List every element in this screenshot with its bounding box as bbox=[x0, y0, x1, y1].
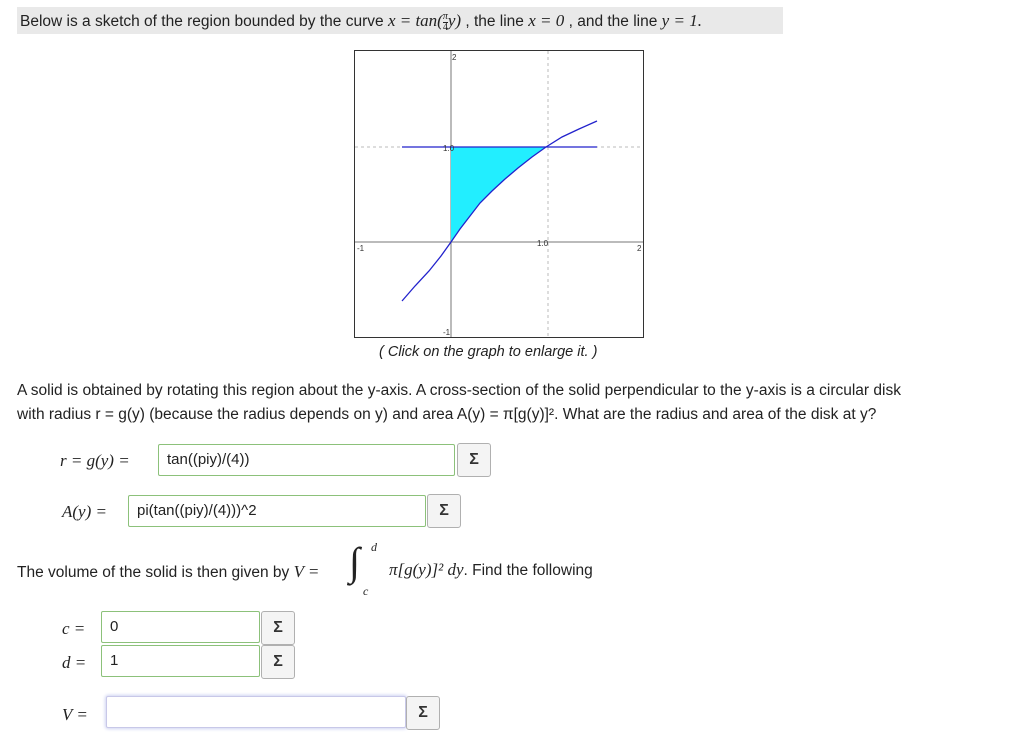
pi4-den: 4 bbox=[442, 21, 448, 33]
c-label: c = bbox=[62, 619, 86, 638]
integrand: π[g(y)]² dy bbox=[389, 560, 464, 579]
curve-eq-x: x = tan( bbox=[387, 11, 443, 30]
y-tick-top: 2 bbox=[452, 53, 457, 62]
volume-sentence bbox=[17, 562, 319, 582]
y-tick-bottom: -1 bbox=[443, 328, 451, 337]
question-line-1: A solid is obtained by rotating this region about the y-axis. A cross-section of the solid perpendicular to the y-axis is a circular disk bbox=[17, 382, 901, 399]
intro-text-b: , the line bbox=[465, 13, 524, 30]
v-input[interactable] bbox=[106, 696, 406, 728]
x-tick-right: 2 bbox=[637, 244, 642, 253]
volume-text-after: . Find the following bbox=[463, 562, 593, 579]
integral-upper-limit: d bbox=[371, 540, 377, 554]
intro-text-c: , and the line bbox=[568, 13, 658, 30]
c-sigma-button[interactable]: Σ bbox=[261, 611, 295, 645]
line-x-zero: x = 0 bbox=[528, 11, 565, 30]
area-sigma-button[interactable]: Σ bbox=[427, 494, 461, 528]
v-label: V = bbox=[62, 705, 88, 724]
graph-svg bbox=[355, 51, 643, 337]
area-input[interactable]: pi(tan((piy)/(4)))^2 bbox=[128, 495, 426, 527]
d-sigma-button[interactable]: Σ bbox=[261, 645, 295, 679]
region-graph[interactable] bbox=[354, 50, 644, 338]
volume-text-before: The volume of the solid is then given by bbox=[17, 564, 290, 581]
integral-lower-limit: c bbox=[363, 584, 369, 598]
radius-label: r = g(y) = bbox=[60, 451, 130, 470]
x-tick-left: -1 bbox=[357, 244, 365, 253]
integral-sign: ∫ bbox=[349, 539, 360, 584]
problem-intro bbox=[17, 7, 783, 34]
volume-v-eq: V = bbox=[293, 562, 320, 581]
line-y-one: y = 1. bbox=[661, 11, 702, 30]
pi4-num: π bbox=[442, 10, 448, 22]
y-tick-mid: 1.0 bbox=[443, 144, 455, 153]
v-sigma-button[interactable]: Σ bbox=[406, 696, 440, 730]
volume-integrand-wrap bbox=[389, 560, 593, 580]
shaded-region bbox=[451, 147, 546, 242]
x-tick-mid: 1.0 bbox=[537, 239, 549, 248]
curve-eq-y: y) bbox=[447, 11, 462, 30]
graph-caption[interactable]: ( Click on the graph to enlarge it. ) bbox=[379, 344, 598, 360]
curve-equation bbox=[387, 10, 465, 33]
radius-input[interactable]: tan((piy)/(4)) bbox=[158, 444, 455, 476]
radius-sigma-button[interactable]: Σ bbox=[457, 443, 491, 477]
intro-text-a: Below is a sketch of the region bounded by the curve bbox=[20, 13, 384, 30]
area-label: A(y) = bbox=[62, 502, 107, 521]
d-label: d = bbox=[62, 653, 87, 672]
d-input[interactable]: 1 bbox=[101, 645, 260, 677]
c-input[interactable]: 0 bbox=[101, 611, 260, 643]
question-line-2: with radius r = g(y) (because the radius depends on y) and area A(y) = π[g(y)]². What are the radius and area of the disk at y? bbox=[17, 406, 877, 423]
